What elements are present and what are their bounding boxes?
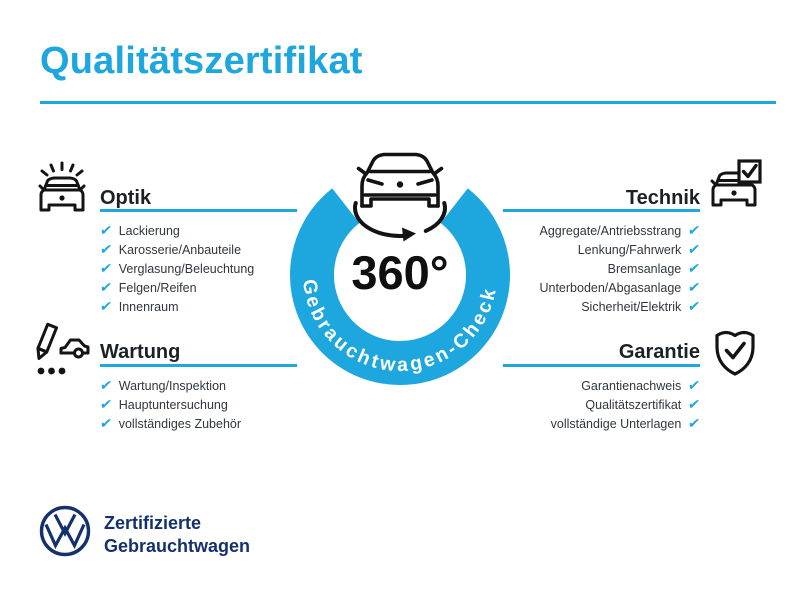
section-heading-technik: Technik bbox=[625, 187, 700, 209]
check-icon: ✔ bbox=[687, 397, 702, 413]
car-rotation-icon bbox=[355, 155, 445, 242]
checklist-item-label: Hauptuntersuchung bbox=[118, 398, 228, 412]
check-icon: ✔ bbox=[687, 416, 702, 432]
checklist-item-label: Unterboden/Abgasanlage bbox=[539, 281, 682, 295]
checklist-item-label: Wartung/Inspektion bbox=[118, 379, 226, 393]
checklist-item bbox=[100, 243, 254, 258]
degrees-label: 360° bbox=[351, 246, 449, 299]
checklist-item-label: vollständiges Zubehör bbox=[118, 417, 242, 431]
service-checklist-icon bbox=[32, 322, 90, 378]
checklist-item bbox=[100, 281, 254, 296]
checklist-item-label: Lackierung bbox=[118, 224, 180, 238]
section-rule-garantie bbox=[503, 364, 700, 367]
check-icon: ✔ bbox=[687, 223, 702, 239]
car-checkbox-icon bbox=[708, 158, 764, 212]
checklist-optik bbox=[100, 224, 254, 315]
footer-brand-text bbox=[104, 512, 250, 558]
page-title: Qualitätszertifikat bbox=[40, 40, 363, 82]
checklist-item bbox=[100, 262, 254, 277]
ring-label: Gebrauchtwagen-Check bbox=[297, 277, 501, 377]
check-icon: ✔ bbox=[687, 378, 702, 394]
checklist-item bbox=[100, 224, 254, 239]
360-check-ring bbox=[278, 138, 522, 412]
checklist-item bbox=[100, 379, 241, 394]
checklist-item-label: Innenraum bbox=[118, 300, 179, 314]
vw-logo bbox=[38, 504, 92, 558]
checklist-item-label: Karosserie/Anbauteile bbox=[118, 243, 242, 257]
check-icon: ✔ bbox=[687, 299, 702, 315]
checklist-item bbox=[420, 417, 700, 432]
section-heading-wartung: Wartung bbox=[100, 341, 181, 363]
checklist-item-label: Qualitätszertifikat bbox=[585, 398, 682, 412]
checklist-item bbox=[100, 300, 254, 315]
checklist-item-label: Garantienachweis bbox=[581, 379, 682, 393]
checklist-item-label: vollständige Unterlagen bbox=[550, 417, 682, 431]
checklist-item bbox=[100, 398, 241, 413]
section-rule-wartung bbox=[100, 364, 297, 367]
check-icon: ✔ bbox=[98, 416, 113, 432]
check-icon: ✔ bbox=[98, 397, 113, 413]
footer-brand-line1: Zertifizierte bbox=[104, 513, 202, 533]
checklist-item-label: Verglasung/Beleuchtung bbox=[118, 262, 255, 276]
check-icon: ✔ bbox=[687, 261, 702, 277]
checklist-item-label: Bremsanlage bbox=[607, 262, 682, 276]
title-divider bbox=[40, 101, 776, 104]
checklist-item-label: Aggregate/Antriebsstrang bbox=[539, 224, 682, 238]
checklist-wartung bbox=[100, 379, 241, 432]
check-icon: ✔ bbox=[98, 280, 113, 296]
check-icon: ✔ bbox=[98, 223, 113, 239]
checklist-item-label: Lenkung/Fahrwerk bbox=[577, 243, 682, 257]
checklist-item-label: Felgen/Reifen bbox=[118, 281, 197, 295]
checklist-item bbox=[100, 417, 241, 432]
section-heading-garantie: Garantie bbox=[618, 341, 700, 363]
check-icon: ✔ bbox=[687, 280, 702, 296]
section-rule-technik bbox=[503, 209, 700, 212]
section-heading-optik: Optik bbox=[100, 187, 152, 209]
footer-brand-line2: Gebrauchtwagen bbox=[104, 536, 251, 556]
check-icon: ✔ bbox=[98, 261, 113, 277]
checklist-item-label: Sicherheit/Elektrik bbox=[581, 300, 682, 314]
check-icon: ✔ bbox=[98, 299, 113, 315]
check-icon: ✔ bbox=[687, 242, 702, 258]
check-icon: ✔ bbox=[98, 378, 113, 394]
shield-check-icon bbox=[712, 326, 758, 378]
check-icon: ✔ bbox=[98, 242, 113, 258]
car-shine-icon bbox=[34, 160, 90, 218]
section-rule-optik bbox=[100, 209, 297, 212]
